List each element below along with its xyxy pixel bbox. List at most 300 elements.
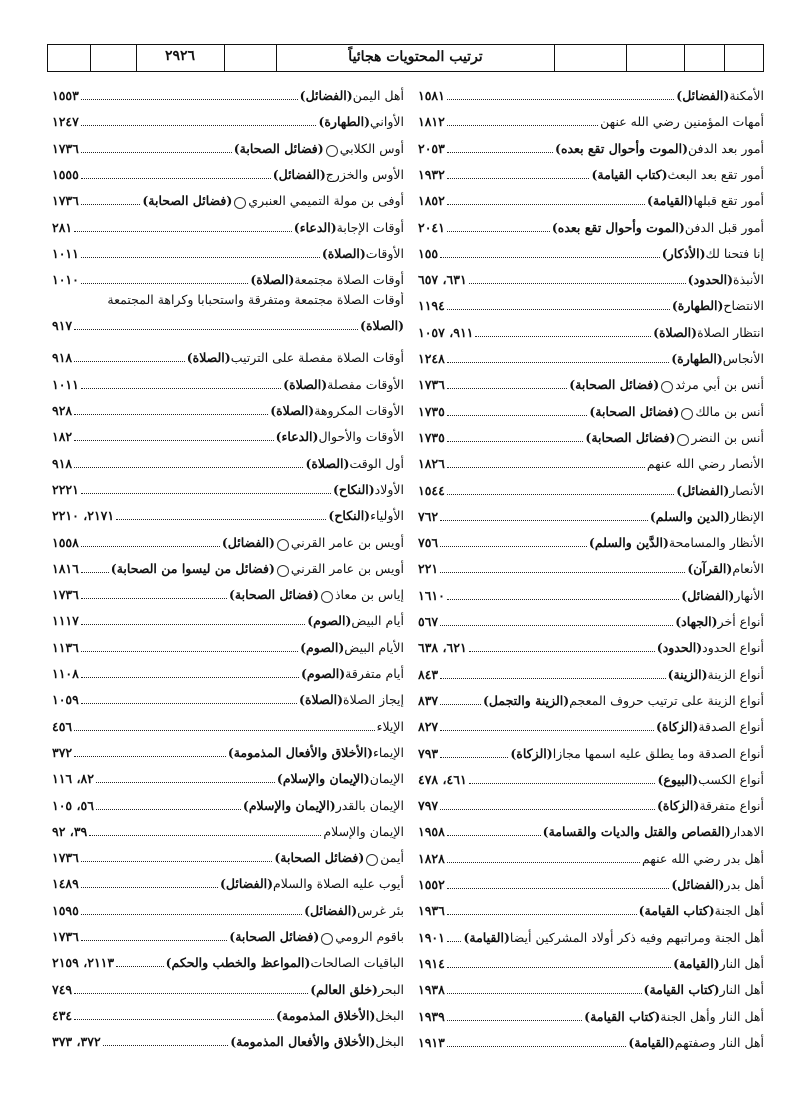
entry-term: أوقات الصلاة مجتمعة ومتفرقة واستحبابا وكراهة المجتمعة bbox=[107, 292, 404, 308]
entry-pages: ١٧٣٥ bbox=[418, 403, 445, 419]
index-column-left bbox=[52, 82, 404, 1072]
index-entry bbox=[52, 529, 404, 551]
index-entry bbox=[52, 214, 404, 236]
entry-pages: ٨٢٧ bbox=[418, 719, 439, 735]
entry-category: ( الدعاء ) bbox=[294, 220, 337, 236]
entry-term: أهل بدر bbox=[724, 877, 764, 892]
leader-dots bbox=[440, 704, 481, 705]
entry-pages: ١٨٥٢ bbox=[418, 193, 445, 209]
entry-category: ( فضائل الصحابة ) bbox=[585, 430, 675, 446]
leader-dots bbox=[440, 809, 655, 810]
entry-term: انتظار الصلاة bbox=[697, 324, 764, 340]
header-divider bbox=[684, 45, 685, 71]
entry-term: الأنصار رضي الله عنهم bbox=[646, 456, 764, 472]
entry-category: ( القرآن ) bbox=[687, 561, 732, 577]
entry-pages: ٣٩، ٩٢ bbox=[52, 823, 88, 839]
index-entry bbox=[52, 686, 404, 708]
entry-term: أنس بن النضر bbox=[691, 429, 764, 445]
entry-term: أهل النار وصفتهم bbox=[674, 1034, 764, 1050]
leader-dots bbox=[81, 493, 331, 494]
leader-dots bbox=[81, 125, 317, 126]
leader-dots bbox=[440, 678, 665, 679]
entry-term: أويس بن عامر القرني bbox=[290, 560, 404, 576]
index-entry bbox=[52, 82, 404, 104]
entry-category: ( الطهارة ) bbox=[672, 298, 724, 314]
index-entry bbox=[52, 476, 404, 498]
entry-category: ( القيامة ) bbox=[647, 193, 693, 209]
entry-pages: ١٧٣٦ bbox=[52, 850, 79, 866]
entry-pages: ١٦١٠ bbox=[418, 587, 445, 603]
entry-category: ( الصلاة ) bbox=[653, 325, 697, 341]
leader-dots bbox=[74, 756, 226, 757]
leader-dots bbox=[440, 520, 648, 521]
index-entry bbox=[52, 187, 404, 209]
index-entry bbox=[418, 135, 764, 157]
leader-dots bbox=[81, 940, 227, 941]
index-entry bbox=[418, 897, 764, 919]
leader-dots bbox=[447, 441, 584, 442]
leader-dots bbox=[74, 440, 273, 441]
leader-dots bbox=[447, 993, 642, 994]
entry-category: ( الموت وأحوال تقع بعده ) bbox=[555, 141, 688, 157]
entry-term: أمهات المؤمنين رضي الله عنهن bbox=[600, 114, 764, 130]
index-entry bbox=[52, 660, 404, 682]
leader-dots bbox=[447, 388, 567, 389]
leader-dots bbox=[81, 703, 297, 704]
entry-term: البخل bbox=[375, 1007, 404, 1023]
index-entry bbox=[52, 292, 404, 340]
entry-category: ( فضائل الصحابة ) bbox=[569, 377, 659, 393]
entry-term: الأوقات مفصلة bbox=[327, 376, 404, 392]
leader-dots bbox=[74, 361, 185, 362]
entry-pages: ٧٥٦ bbox=[418, 535, 439, 551]
entry-category: ( فضائل من ليسوا من الصحابة ) bbox=[111, 561, 275, 577]
entry-pages: ١٠١٠ bbox=[52, 272, 79, 288]
entry-term: أوفى بن مولة التميمي العنبري bbox=[248, 193, 404, 209]
leader-dots bbox=[74, 993, 308, 994]
entry-pages: ١٥٥٣ bbox=[52, 88, 79, 103]
index-entry bbox=[52, 634, 404, 656]
entry-category: ( الفضائل ) bbox=[273, 167, 326, 183]
entry-term: أهل النار bbox=[719, 982, 764, 998]
honorific-seal-icon bbox=[234, 197, 246, 209]
honorific-seal-icon bbox=[326, 145, 338, 157]
entry-term: إياس بن معاذ bbox=[334, 587, 404, 603]
index-entry bbox=[418, 292, 764, 314]
entry-category: ( الأخلاق المذمومة ) bbox=[276, 1008, 375, 1024]
leader-dots bbox=[447, 204, 645, 205]
honorific-seal-icon bbox=[277, 539, 289, 551]
entry-pages: ٦٣١، ٦٥٧ bbox=[418, 272, 467, 288]
entry-pages: ٥٦٧ bbox=[418, 614, 439, 629]
entry-term: أوقات الإجابة bbox=[336, 219, 404, 235]
entry-category: ( النكاح ) bbox=[328, 508, 370, 524]
leader-dots bbox=[447, 415, 588, 416]
leader-dots bbox=[116, 966, 164, 967]
entry-pages: ٧٤٩ bbox=[52, 981, 73, 997]
entry-category: ( فضائل الصحابة ) bbox=[229, 587, 319, 603]
entry-term: البحر bbox=[377, 981, 404, 997]
entry-term: أيمن bbox=[380, 850, 404, 866]
entry-term: أمور تقع قبلها bbox=[693, 193, 764, 209]
entry-pages: ١٨١٢ bbox=[418, 114, 445, 130]
entry-term: الإنظار bbox=[729, 508, 764, 524]
index-entry bbox=[418, 529, 764, 551]
entry-category: ( الفضائل ) bbox=[681, 588, 734, 604]
leader-dots bbox=[469, 651, 655, 652]
index-entry bbox=[418, 371, 764, 393]
entry-term: أنواع الصدقة وما يطلق عليه اسمها مجازا bbox=[552, 745, 764, 761]
entry-category: ( الزينة ) bbox=[668, 667, 708, 683]
entry-pages: ٩١٨ bbox=[52, 350, 73, 366]
leader-dots bbox=[475, 336, 651, 337]
index-entry bbox=[52, 161, 404, 183]
leader-dots bbox=[81, 624, 305, 625]
index-entry bbox=[52, 792, 404, 814]
entry-term: أهل النار bbox=[719, 955, 764, 971]
entry-pages: ٢٨١ bbox=[52, 219, 73, 235]
leader-dots bbox=[440, 625, 673, 626]
page-number: ٢٩٢٦ bbox=[164, 48, 196, 64]
index-entry bbox=[52, 108, 404, 130]
entry-category: ( الأخلاق والأفعال المذمومة ) bbox=[230, 1034, 375, 1050]
entry-pages: ١٥٤٤ bbox=[418, 482, 445, 498]
entry-pages: ١٩٠١ bbox=[418, 929, 445, 945]
entry-category: ( الفضائل ) bbox=[300, 88, 353, 104]
entry-category: ( الزكاة ) bbox=[657, 798, 699, 814]
entry-category: ( البيوع ) bbox=[657, 772, 698, 788]
index-entry bbox=[52, 502, 404, 524]
entry-category: ( الطهارة ) bbox=[318, 114, 370, 130]
entry-term: الأنصار bbox=[729, 482, 764, 498]
entry-pages: ١١١٧ bbox=[52, 613, 79, 629]
entry-category: ( الدين والسلم ) bbox=[650, 509, 730, 525]
entry-category: ( الصوم ) bbox=[300, 640, 344, 656]
index-entry bbox=[418, 661, 764, 683]
entry-pages: ٢٢١ bbox=[418, 561, 439, 577]
entry-term: أنواع متفرقة bbox=[699, 798, 764, 814]
header-divider bbox=[626, 45, 627, 71]
entry-pages: ٨٤٣ bbox=[418, 666, 439, 682]
entry-pages: ٨٣٧ bbox=[418, 692, 439, 708]
leader-dots bbox=[74, 730, 374, 731]
honorific-seal-icon bbox=[366, 854, 378, 866]
entry-pages: ١٩٣٢ bbox=[418, 166, 445, 182]
index-entry bbox=[418, 240, 764, 262]
leader-dots bbox=[447, 362, 669, 363]
entry-term: إنا فتحنا لك bbox=[705, 245, 764, 261]
entry-pages: ١٥٨١ bbox=[418, 88, 445, 103]
index-entry bbox=[52, 870, 404, 892]
entry-term: أنواع الزينة bbox=[707, 666, 764, 682]
leader-dots bbox=[116, 519, 326, 520]
entry-category: ( فضائل الصحابة ) bbox=[234, 141, 324, 157]
entry-pages: ١٧٣٥ bbox=[418, 429, 445, 445]
entry-category: ( الصلاة ) bbox=[270, 403, 314, 419]
index-entry bbox=[52, 240, 404, 262]
index-entry bbox=[418, 582, 764, 604]
leader-dots bbox=[469, 283, 686, 284]
index-entry bbox=[52, 976, 404, 998]
entry-pages: ١٨٢٨ bbox=[418, 850, 445, 866]
entry-term: إيجاز الصلاة bbox=[343, 692, 404, 708]
index-entry bbox=[52, 739, 404, 761]
entry-category: ( الفضائل ) bbox=[304, 903, 357, 919]
index-entry bbox=[52, 923, 404, 945]
entry-category: ( الزكاة ) bbox=[510, 746, 552, 762]
leader-dots bbox=[74, 231, 292, 232]
entry-term: الأوقات bbox=[365, 245, 404, 261]
entry-category: ( فضائل الصحابة ) bbox=[589, 404, 679, 420]
entry-pages: ٤٦١، ٤٧٨ bbox=[418, 771, 467, 787]
entry-pages: ٣٧٢، ٣٧٣ bbox=[52, 1034, 101, 1050]
entry-pages: ١٨٢٦ bbox=[418, 456, 445, 472]
entry-category: ( فضائل الصحابة ) bbox=[142, 193, 232, 209]
entry-pages: ١٥٥٨ bbox=[52, 534, 79, 550]
leader-dots bbox=[81, 598, 227, 599]
honorific-seal-icon bbox=[321, 591, 333, 603]
entry-pages: ١١٣٦ bbox=[52, 639, 79, 655]
leader-dots bbox=[447, 862, 640, 863]
index-entry bbox=[418, 950, 764, 972]
leader-dots bbox=[447, 941, 462, 942]
leader-dots bbox=[447, 152, 553, 153]
leader-dots bbox=[81, 99, 298, 100]
entry-category: ( القيامة ) bbox=[463, 930, 509, 946]
header-divider bbox=[724, 45, 725, 71]
entry-term: أنواع أخر bbox=[717, 614, 764, 629]
entry-term: الأنجاس bbox=[722, 351, 764, 366]
index-entry bbox=[418, 214, 764, 236]
entry-term: أمور قبل الدفن bbox=[684, 219, 764, 235]
index-entry bbox=[418, 266, 764, 288]
index-entry bbox=[418, 555, 764, 577]
entry-pages: ١٥٥٢ bbox=[418, 877, 445, 892]
entry-pages: ١٩٥٨ bbox=[418, 824, 445, 840]
index-entry bbox=[418, 713, 764, 735]
entry-pages: ٨٢، ١١٦ bbox=[52, 771, 94, 787]
entry-pages: ١٠١١ bbox=[52, 376, 79, 392]
entry-category: ( الفضائل ) bbox=[220, 876, 273, 892]
entry-category: ( الصلاة ) bbox=[360, 318, 404, 334]
index-entry bbox=[52, 135, 404, 157]
entry-term: أهل الجنة bbox=[714, 903, 764, 919]
entry-term: البخل bbox=[375, 1034, 404, 1050]
entry-category: ( الصلاة ) bbox=[187, 350, 231, 366]
entry-pages: ١٨٢ bbox=[52, 429, 73, 445]
entry-category: ( الزينة والتجمل ) bbox=[483, 693, 569, 709]
index-entry bbox=[418, 845, 764, 867]
entry-term: الأوقات المكروهة bbox=[314, 403, 404, 418]
entry-term: أمور تقع بعد البعث bbox=[667, 166, 764, 182]
entry-category: ( كتاب القيامة ) bbox=[639, 903, 715, 919]
entry-category: ( فضائل الصحابة ) bbox=[229, 929, 319, 945]
entry-term: الباقيات الصالحات bbox=[310, 955, 404, 971]
entry-term: أهل اليمن bbox=[352, 88, 404, 103]
entry-term: الأنهار bbox=[734, 587, 764, 603]
entry-category: ( الحدود ) bbox=[657, 640, 702, 656]
entry-term: الأنظار والمسامحة bbox=[668, 535, 764, 551]
entry-term: أول الوقت bbox=[349, 455, 404, 471]
entry-category: ( فضائل الصحابة ) bbox=[274, 850, 364, 866]
entry-category: ( الصوم ) bbox=[301, 666, 345, 682]
entry-pages: ١٢٤٨ bbox=[418, 351, 445, 366]
index-entry bbox=[52, 897, 404, 919]
entry-pages: ١٤٨٩ bbox=[52, 876, 79, 892]
entry-term: أوقات الصلاة مفصلة على الترتيب bbox=[230, 350, 404, 366]
entry-category: ( خلق العالم ) bbox=[310, 982, 378, 998]
entry-pages: ١١٩٤ bbox=[418, 298, 445, 314]
leader-dots bbox=[81, 887, 218, 888]
leader-dots bbox=[447, 888, 670, 889]
leader-dots bbox=[74, 329, 358, 330]
leader-dots bbox=[447, 914, 637, 915]
entry-line bbox=[52, 318, 404, 334]
entry-pages: ١٠٥٩ bbox=[52, 692, 79, 708]
entry-category: ( الطهارة ) bbox=[671, 351, 723, 367]
index-entry bbox=[52, 818, 404, 840]
leader-dots bbox=[447, 835, 541, 836]
entry-category: ( الصلاة ) bbox=[305, 456, 349, 472]
entry-term: الانتضاح bbox=[723, 298, 764, 314]
entry-category: ( القصاص والقتل والديات والقسامة ) bbox=[543, 824, 731, 840]
leader-dots bbox=[440, 572, 685, 573]
leader-dots bbox=[74, 1019, 274, 1020]
entry-term: أنس بن مالك bbox=[695, 403, 764, 419]
leader-dots bbox=[81, 546, 220, 547]
entry-term: الإيلاء bbox=[376, 718, 404, 734]
entry-category: ( النكاح ) bbox=[333, 482, 375, 498]
entry-category: ( الجهاد ) bbox=[675, 614, 717, 630]
entry-pages: ٤٥٦ bbox=[52, 718, 73, 734]
entry-term: الإيماء bbox=[373, 744, 404, 760]
entry-pages: ٣٧٢ bbox=[52, 744, 73, 760]
entry-pages: ١٧٣٦ bbox=[418, 377, 445, 393]
entry-category: ( الفضائل ) bbox=[676, 88, 729, 104]
entry-term: أنواع الصدقة bbox=[698, 719, 764, 735]
entry-pages: ٢٠٤١ bbox=[418, 219, 445, 235]
entry-category: ( الزكاة ) bbox=[656, 719, 698, 735]
leader-dots bbox=[103, 1045, 229, 1046]
entry-pages: ١٧٣٦ bbox=[52, 140, 79, 156]
leader-dots bbox=[447, 599, 679, 600]
leader-dots bbox=[81, 152, 232, 153]
entry-term: الأيام البيض bbox=[344, 639, 404, 655]
entry-pages: ٩١١، ١٠٥٧ bbox=[418, 324, 474, 340]
header-divider bbox=[224, 45, 225, 71]
index-entry bbox=[52, 1002, 404, 1024]
index-entry bbox=[52, 344, 404, 366]
entry-term: الأولاد bbox=[374, 481, 404, 497]
entry-term: أيام البيض bbox=[351, 613, 404, 629]
leader-dots bbox=[81, 651, 298, 652]
index-entry bbox=[418, 108, 764, 130]
leader-dots bbox=[440, 257, 660, 258]
index-entry bbox=[418, 818, 764, 840]
leader-dots bbox=[447, 1046, 627, 1047]
entry-term: أمور بعد الدفن bbox=[687, 140, 764, 156]
index-entry bbox=[418, 187, 764, 209]
entry-pages: ١٧٣٦ bbox=[52, 587, 79, 603]
entry-category: ( كتاب القيامة ) bbox=[644, 982, 720, 998]
leader-dots bbox=[447, 231, 550, 232]
honorific-seal-icon bbox=[321, 933, 333, 945]
index-entry bbox=[52, 450, 404, 472]
entry-pages: ١٩١٤ bbox=[418, 955, 445, 971]
entry-category: ( كتاب القيامة ) bbox=[591, 167, 667, 183]
entry-term: أهل الجنة ومراتبهم وفيه ذكر أولاد المشركين أيضا bbox=[509, 929, 764, 945]
entry-category: ( الموت وأحوال تقع بعده ) bbox=[552, 220, 685, 236]
leader-dots bbox=[447, 467, 645, 468]
entry-pages: ٩١٨ bbox=[52, 455, 73, 471]
entry-pages: ١٩٣٩ bbox=[418, 1008, 445, 1024]
entry-category: ( الفضائل ) bbox=[222, 535, 275, 551]
entry-term: الأمكنة bbox=[729, 88, 764, 103]
entry-pages: ٢١٧١، ٢٢١٠ bbox=[52, 508, 115, 524]
entry-term: الأوس والخزرج bbox=[325, 166, 404, 182]
entry-category: ( الدعاء ) bbox=[276, 429, 319, 445]
leader-dots bbox=[447, 967, 671, 968]
entry-category: ( الصلاة ) bbox=[283, 377, 327, 393]
index-entry bbox=[52, 581, 404, 603]
entry-pages: ٩٢٨ bbox=[52, 403, 73, 418]
entry-pages: ١٨١٦ bbox=[52, 560, 79, 576]
leader-dots bbox=[440, 757, 508, 758]
entry-category: ( الصلاة ) bbox=[322, 246, 366, 262]
header-divider bbox=[554, 45, 555, 71]
entry-pages: ١٩٣٨ bbox=[418, 982, 445, 998]
index-entry bbox=[52, 713, 404, 735]
leader-dots bbox=[469, 783, 656, 784]
entry-pages: ٢١١٣، ٢١٥٩ bbox=[52, 955, 115, 971]
entry-category: ( الصلاة ) bbox=[299, 692, 343, 708]
leader-dots bbox=[74, 414, 268, 415]
entry-term: الأنبذة bbox=[733, 272, 764, 288]
entry-pages: ٧٩٣ bbox=[418, 745, 439, 761]
entry-term: الإيمان بالقدر bbox=[335, 797, 404, 813]
leader-dots bbox=[447, 125, 598, 126]
index-entry bbox=[418, 503, 764, 525]
entry-term: الأنعام bbox=[732, 561, 764, 577]
header-divider bbox=[276, 45, 277, 71]
entry-pages: ١٢٤٧ bbox=[52, 114, 79, 130]
index-entry bbox=[418, 871, 764, 893]
entry-term: بئر غرس bbox=[357, 902, 404, 918]
entry-pages: ٥٦، ١٠٥ bbox=[52, 797, 94, 813]
entry-term: الأواني bbox=[369, 114, 404, 130]
entry-term: أهل بدر رضي الله عنهم bbox=[641, 850, 764, 866]
honorific-seal-icon bbox=[681, 408, 693, 420]
leader-dots bbox=[81, 388, 281, 389]
entry-term: أنواع الزينة على ترتيب حروف المعجم bbox=[569, 692, 764, 708]
entry-category: ( الإيمان والإسلام ) bbox=[243, 798, 336, 814]
leader-dots bbox=[447, 99, 674, 100]
entry-pages: ٦٢١، ٦٣٨ bbox=[418, 640, 467, 656]
index-entry bbox=[52, 266, 404, 288]
index-entry bbox=[52, 423, 404, 445]
entry-category: ( الصوم ) bbox=[307, 613, 351, 629]
entry-category: ( الدَّين والسلم ) bbox=[589, 535, 669, 551]
entry-pages: ٢٢٢١ bbox=[52, 481, 79, 497]
index-entry bbox=[52, 397, 404, 419]
leader-dots bbox=[440, 730, 654, 731]
index-entry bbox=[418, 1029, 764, 1051]
index-entry bbox=[418, 477, 764, 499]
entry-term: أوقات الصلاة مجتمعة bbox=[294, 272, 404, 288]
entry-pages: ٩١٧ bbox=[52, 318, 73, 334]
entry-category: ( الفضائل ) bbox=[671, 877, 724, 893]
index-entry bbox=[418, 161, 764, 183]
